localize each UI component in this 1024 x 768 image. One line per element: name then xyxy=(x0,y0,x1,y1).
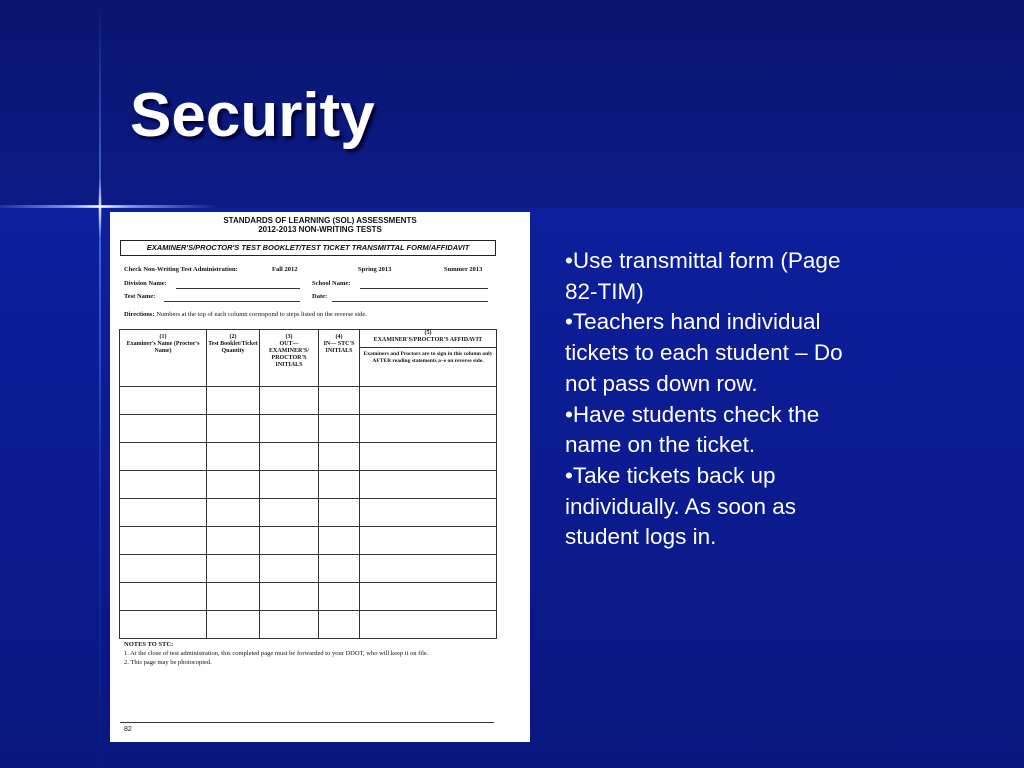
col-header-2: (2) Test Booklet/Ticket Quantity xyxy=(207,330,260,387)
table-row xyxy=(120,555,497,583)
table-row xyxy=(120,443,497,471)
notes-title: NOTES TO STC: xyxy=(124,641,174,648)
form-check-label: Check Non-Writing Test Administration: xyxy=(124,266,238,273)
col-header-1: (1) Examiner's Name (Proctor's Name) xyxy=(120,330,207,387)
col-header-4: (4) IN— STC'S INITIALS xyxy=(319,330,360,387)
form-table xyxy=(119,329,497,639)
form-notes xyxy=(124,641,504,668)
form-test-label: Test Name: xyxy=(124,293,156,300)
form-footer-rule xyxy=(120,722,494,723)
table-row xyxy=(120,583,497,611)
form-box-title: EXAMINER'S/PROCTOR'S TEST BOOKLET/TEST TICKET TRANSMITTAL FORM/AFFIDAVIT xyxy=(120,240,496,256)
bullet-list xyxy=(565,246,865,553)
form-table-header xyxy=(120,330,497,387)
table-row xyxy=(120,499,497,527)
note-item: 1. At the close of test administration, this completed page must be forwarded to your DDOT, who will keep it on file. xyxy=(124,650,429,657)
decorative-vertical-line xyxy=(99,0,101,768)
form-option-fall: Fall 2012 xyxy=(272,266,298,273)
table-row xyxy=(120,471,497,499)
form-header-line2: 2012-2013 NON-WRITING TESTS xyxy=(258,225,382,234)
form-header-line1: STANDARDS OF LEARNING (SOL) ASSESSMENTS xyxy=(223,216,417,225)
form-option-spring: Spring 2013 xyxy=(358,266,392,273)
form-directions-text: Numbers at the top of each column correspond to steps listed on the reverse side. xyxy=(156,311,367,318)
col-header-3: (3) OUT— EXAMINER'S/ PROCTOR'S INITIALS xyxy=(260,330,319,387)
table-row xyxy=(120,415,497,443)
transmittal-form-image xyxy=(110,212,530,742)
form-division-label: Division Name: xyxy=(124,280,167,287)
bullet-item: •Have students check the name on the ticket. xyxy=(565,401,820,458)
table-row xyxy=(120,527,497,555)
bullet-item: •Take tickets back up individually. As soon as student logs in. xyxy=(565,462,796,550)
note-item: 2. This page may be photocopied. xyxy=(124,659,212,666)
affidavit-instructions: Examiners and Proctors are to sign in this column only AFTER reading statements a–e on reverse side. xyxy=(363,351,493,364)
form-date-label: Date: xyxy=(312,293,328,300)
bullet-item: •Teachers hand individual tickets to each student – Do not pass down row. xyxy=(565,309,843,396)
page-number: 82 xyxy=(124,726,132,733)
bullet-item: •Use transmittal form (Page 82-TIM) xyxy=(565,248,841,304)
form-school-label: School Name: xyxy=(312,280,351,287)
form-option-summer: Summer 2013 xyxy=(444,266,483,273)
table-row xyxy=(120,611,497,639)
form-directions-label: Directions: xyxy=(124,311,155,318)
table-row xyxy=(120,387,497,415)
form-directions xyxy=(124,311,367,318)
sparkle-glow xyxy=(98,178,102,238)
slide-title: Security xyxy=(130,81,375,150)
col-header-5: (5) EXAMINER'S/PROCTOR'S AFFIDAVIT Examiners and Proctors are to sign in this column only AFTER reading statements a–e on reverse side. xyxy=(360,330,497,387)
